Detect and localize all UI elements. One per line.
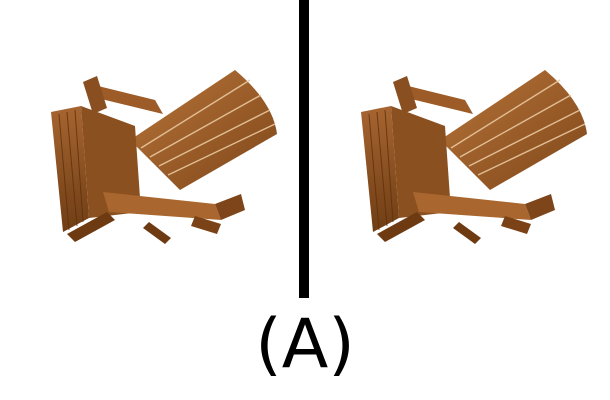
vertical-divider xyxy=(299,0,309,298)
right-chair-image xyxy=(355,62,595,252)
figure-label: (A) xyxy=(255,305,355,384)
left-chair-image xyxy=(45,62,285,252)
adirondack-chair-icon xyxy=(51,70,277,244)
adirondack-chair-icon xyxy=(361,70,587,244)
